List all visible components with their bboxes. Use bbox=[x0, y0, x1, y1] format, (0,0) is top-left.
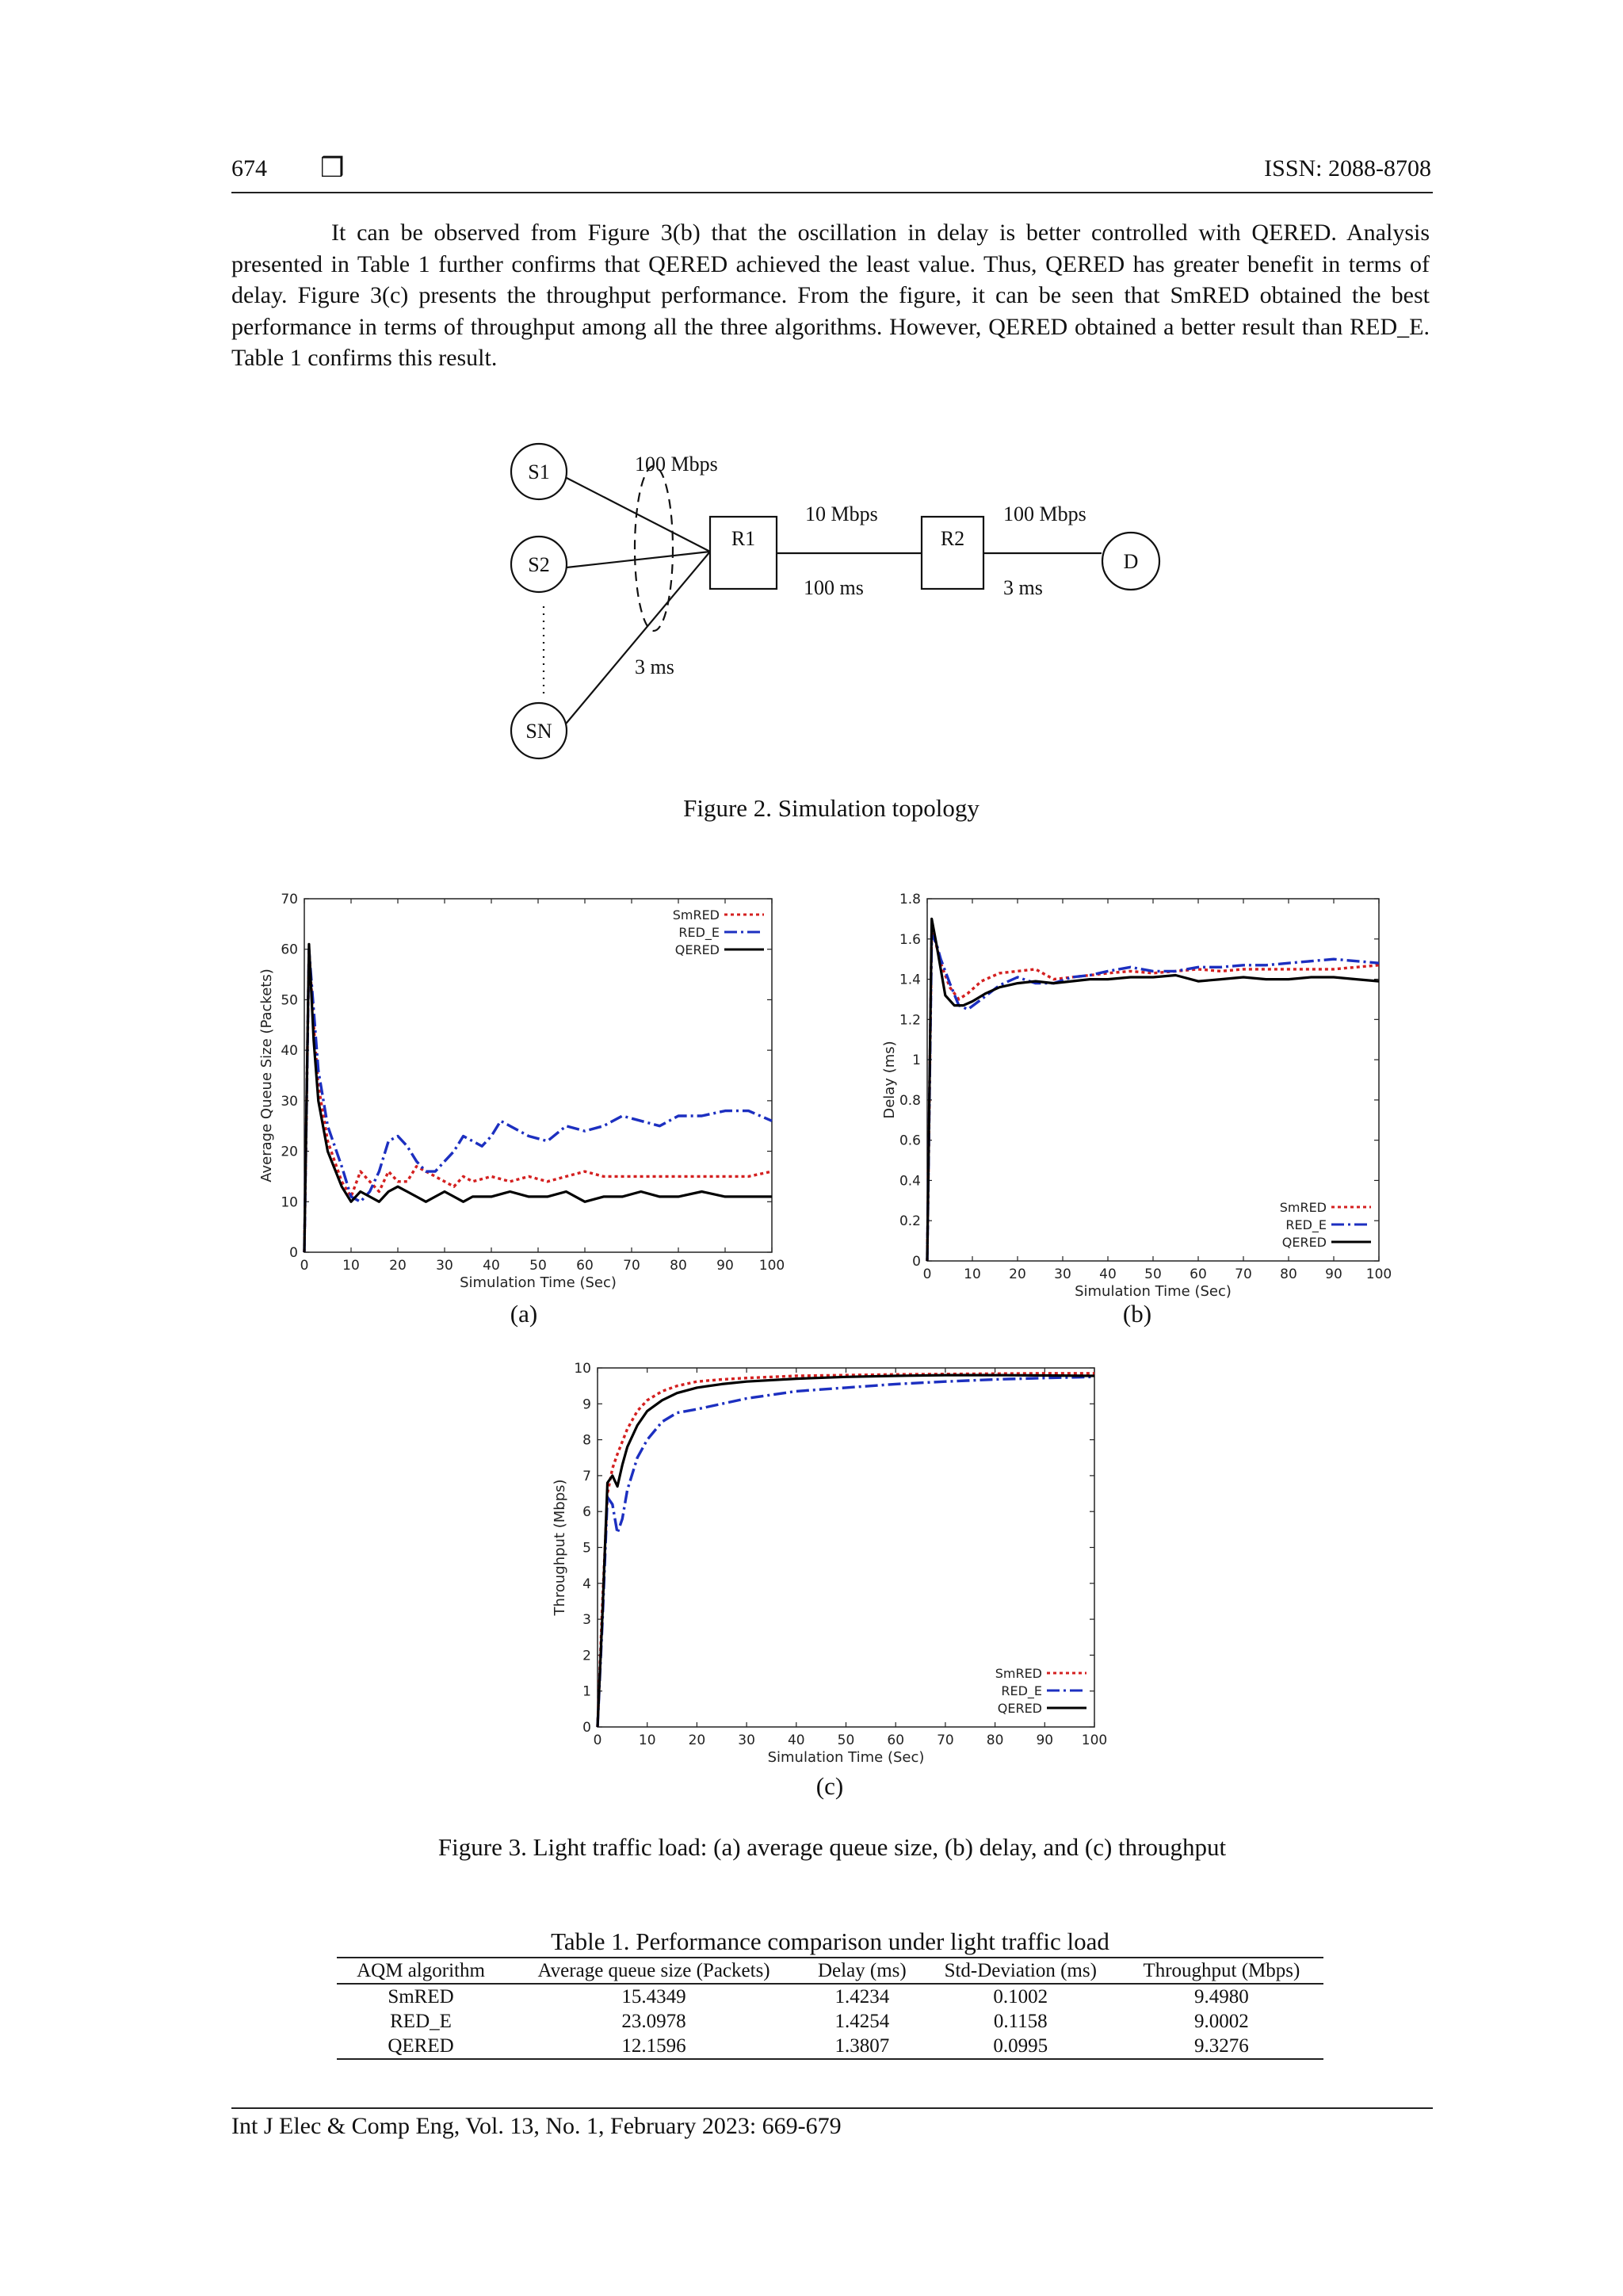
subfigure-label-c: (c) bbox=[815, 1772, 844, 1800]
y-tick-label: 0.6 bbox=[899, 1133, 921, 1149]
y-tick-label: 1.6 bbox=[899, 931, 921, 948]
y-axis-label: Average Queue Size (Packets) bbox=[258, 968, 275, 1182]
legend-label: SmRED bbox=[1279, 1200, 1327, 1215]
table-cell: QERED bbox=[337, 2034, 505, 2059]
x-tick-label: 50 bbox=[837, 1733, 855, 1748]
y-tick-label: 60 bbox=[281, 942, 298, 958]
y-tick-label: 0 bbox=[912, 1254, 921, 1270]
legend-label: QERED bbox=[997, 1701, 1042, 1716]
y-tick-label: 1.2 bbox=[899, 1012, 921, 1029]
egress-bw-label: 100 Mbps bbox=[1003, 502, 1086, 525]
footer-citation: Int J Elec & Comp Eng, Vol. 13, No. 1, February 2023: 669-679 bbox=[231, 2113, 842, 2139]
x-tick-label: 100 bbox=[1365, 1266, 1392, 1282]
table-header-cell: AQM algorithm bbox=[337, 1958, 505, 1984]
y-tick-label: 1.8 bbox=[899, 892, 921, 907]
s2-label: S2 bbox=[528, 553, 550, 576]
table-header-cell: Average queue size (Packets) bbox=[505, 1958, 803, 1984]
y-tick-label: 20 bbox=[281, 1144, 298, 1160]
y-tick-label: 6 bbox=[582, 1504, 591, 1521]
x-tick-label: 70 bbox=[623, 1258, 640, 1274]
x-tick-label: 80 bbox=[986, 1733, 1004, 1748]
access-links-ellipse bbox=[635, 466, 673, 631]
chart-delay bbox=[870, 888, 1417, 1300]
s1-label: S1 bbox=[528, 460, 550, 483]
x-axis-label: Simulation Time (Sec) bbox=[460, 1274, 617, 1291]
chart-throughput bbox=[542, 1357, 1113, 1777]
table-cell: 0.1158 bbox=[993, 2011, 1048, 2032]
x-tick-label: 60 bbox=[1190, 1266, 1207, 1282]
x-tick-label: 20 bbox=[688, 1733, 706, 1748]
sn-label: SN bbox=[525, 720, 552, 743]
link-s1-r1 bbox=[565, 477, 710, 552]
table-row bbox=[337, 2009, 1323, 2034]
table-header-cell: Std-Deviation (ms) bbox=[922, 1958, 1120, 1984]
y-tick-label: 9 bbox=[582, 1396, 591, 1413]
table-cell: 0.1002 bbox=[993, 1986, 1048, 2008]
table-row bbox=[337, 2034, 1323, 2059]
y-tick-label: 70 bbox=[281, 892, 298, 907]
y-tick-label: 1.4 bbox=[899, 972, 921, 988]
y-tick-label: 2 bbox=[582, 1648, 591, 1664]
x-tick-label: 10 bbox=[964, 1266, 981, 1282]
y-tick-label: 0.8 bbox=[899, 1092, 921, 1109]
r2-label: R2 bbox=[940, 527, 965, 550]
y-tick-label: 8 bbox=[582, 1432, 591, 1449]
y-tick-label: 10 bbox=[281, 1194, 298, 1211]
table-cell: SmRED bbox=[388, 1986, 454, 2008]
x-tick-label: 40 bbox=[787, 1733, 805, 1748]
table-cell: 23.0978 bbox=[621, 2011, 686, 2032]
table-cell: 15.4349 bbox=[621, 1986, 686, 2008]
x-tick-label: 30 bbox=[436, 1258, 453, 1274]
table1-caption: Table 1. Performance comparison under light traffic load bbox=[551, 1927, 1109, 1955]
subfigure-label-a: (a) bbox=[510, 1300, 538, 1328]
y-tick-label: 30 bbox=[281, 1093, 298, 1110]
figure3-caption: Figure 3. Light traffic load: (a) average queue size, (b) delay, and (c) throughput bbox=[437, 1833, 1227, 1861]
table-header-cell: Throughput (Mbps) bbox=[1120, 1958, 1323, 1984]
chart-average-queue-size bbox=[254, 888, 800, 1300]
figure2-caption: Figure 2. Simulation topology bbox=[683, 794, 980, 822]
access-delay-label: 3 ms bbox=[635, 655, 674, 678]
x-tick-label: 80 bbox=[670, 1258, 687, 1274]
table-cell: 1.3807 bbox=[803, 2034, 922, 2059]
legend-label: SmRED bbox=[995, 1666, 1042, 1681]
y-tick-label: 4 bbox=[582, 1576, 591, 1592]
x-tick-label: 40 bbox=[1099, 1266, 1117, 1282]
series-line-qered bbox=[304, 944, 772, 1252]
access-bw-label: 100 Mbps bbox=[635, 453, 718, 476]
series-line-smred bbox=[304, 949, 772, 1252]
legend-label: QERED bbox=[1281, 1235, 1327, 1250]
d-label: D bbox=[1123, 550, 1139, 573]
legend-label: RED_E bbox=[1001, 1683, 1042, 1698]
x-tick-label: 70 bbox=[937, 1733, 954, 1748]
legend-label: QERED bbox=[674, 942, 720, 957]
table-header-cell: Delay (ms) bbox=[803, 1958, 922, 1984]
series-line-red-e bbox=[304, 949, 772, 1252]
x-tick-label: 70 bbox=[1235, 1266, 1252, 1282]
bottleneck-bw-label: 10 Mbps bbox=[805, 502, 878, 525]
x-tick-label: 10 bbox=[342, 1258, 360, 1274]
x-axis-label: Simulation Time (Sec) bbox=[1075, 1283, 1232, 1300]
x-tick-label: 90 bbox=[1325, 1266, 1342, 1282]
x-tick-label: 0 bbox=[300, 1258, 309, 1274]
x-tick-label: 50 bbox=[529, 1258, 547, 1274]
y-tick-label: 10 bbox=[574, 1361, 591, 1377]
r1-label: R1 bbox=[731, 527, 756, 550]
issn: ISSN: 2088-8708 bbox=[1264, 155, 1431, 181]
table-cell: 12.1596 bbox=[505, 2034, 803, 2059]
x-tick-label: 30 bbox=[738, 1733, 755, 1748]
link-s2-r1 bbox=[567, 552, 710, 567]
y-tick-label: 0 bbox=[289, 1245, 298, 1261]
y-tick-label: 0.2 bbox=[899, 1213, 921, 1230]
y-axis-label: Throughput (Mbps) bbox=[552, 1479, 568, 1616]
legend-label: RED_E bbox=[1285, 1217, 1327, 1232]
x-tick-label: 60 bbox=[887, 1733, 905, 1748]
table-cell: 9.4980 bbox=[1194, 1986, 1249, 2008]
table-cell: 0.0995 bbox=[922, 2034, 1120, 2059]
y-tick-label: 1 bbox=[912, 1052, 921, 1069]
y-tick-label: 3 bbox=[582, 1612, 591, 1629]
page-number: 674 bbox=[231, 155, 267, 181]
header-rule bbox=[231, 192, 1433, 193]
y-tick-label: 5 bbox=[582, 1540, 591, 1557]
y-tick-label: 40 bbox=[281, 1043, 298, 1060]
x-tick-label: 100 bbox=[1081, 1733, 1108, 1748]
legend-label: SmRED bbox=[672, 907, 720, 923]
y-tick-label: 0 bbox=[582, 1720, 591, 1736]
x-tick-label: 60 bbox=[576, 1258, 594, 1274]
header-square-icon: ❒ bbox=[320, 154, 345, 183]
x-tick-label: 30 bbox=[1054, 1266, 1071, 1282]
simulation-topology-diagram bbox=[491, 436, 1173, 761]
x-tick-label: 80 bbox=[1280, 1266, 1297, 1282]
table-header-row bbox=[337, 1958, 1323, 1984]
y-tick-label: 7 bbox=[582, 1468, 591, 1484]
x-tick-label: 20 bbox=[1009, 1266, 1026, 1282]
table-cell: 1.4254 bbox=[834, 2011, 890, 2032]
y-tick-label: 50 bbox=[281, 992, 298, 1009]
x-tick-label: 0 bbox=[922, 1266, 932, 1282]
body-paragraph: It can be observed from Figure 3(b) that the oscillation in delay is better controlled with QERED. Analysis presented in Table 1 further confirms that QERED achieved the least value. Thus, QERED has greater benefit in terms of delay. Figure 3(c) presents the throughput performance. From the figure, it can be seen that SmRED obtained the best performance in terms of throughput among all the three algorithms. However, QERED obtained a better result than RED_E. Table 1 confirms this result. bbox=[231, 220, 1430, 371]
x-tick-label: 0 bbox=[593, 1733, 602, 1748]
x-tick-label: 40 bbox=[483, 1258, 500, 1274]
x-tick-label: 90 bbox=[716, 1258, 734, 1274]
performance-table bbox=[337, 1957, 1323, 2060]
x-tick-label: 10 bbox=[638, 1733, 656, 1748]
table-cell: 1.4234 bbox=[834, 1986, 890, 2008]
table-cell: RED_E bbox=[390, 2011, 452, 2032]
footer-rule bbox=[231, 2107, 1433, 2109]
x-axis-label: Simulation Time (Sec) bbox=[767, 1749, 925, 1766]
x-tick-label: 50 bbox=[1144, 1266, 1162, 1282]
x-tick-label: 100 bbox=[758, 1258, 785, 1274]
y-tick-label: 1 bbox=[582, 1683, 591, 1700]
y-axis-label: Delay (ms) bbox=[881, 1041, 898, 1119]
table-cell: 9.3276 bbox=[1120, 2034, 1323, 2059]
subfigure-label-b: (b) bbox=[1122, 1300, 1152, 1328]
egress-delay-label: 3 ms bbox=[1003, 576, 1043, 599]
x-tick-label: 20 bbox=[389, 1258, 407, 1274]
y-tick-label: 0.4 bbox=[899, 1173, 921, 1190]
bottleneck-delay-label: 100 ms bbox=[804, 576, 864, 599]
table-cell: 9.0002 bbox=[1194, 2011, 1249, 2032]
legend-label: RED_E bbox=[678, 925, 720, 940]
table-row bbox=[337, 1984, 1323, 2009]
x-tick-label: 90 bbox=[1036, 1733, 1054, 1748]
